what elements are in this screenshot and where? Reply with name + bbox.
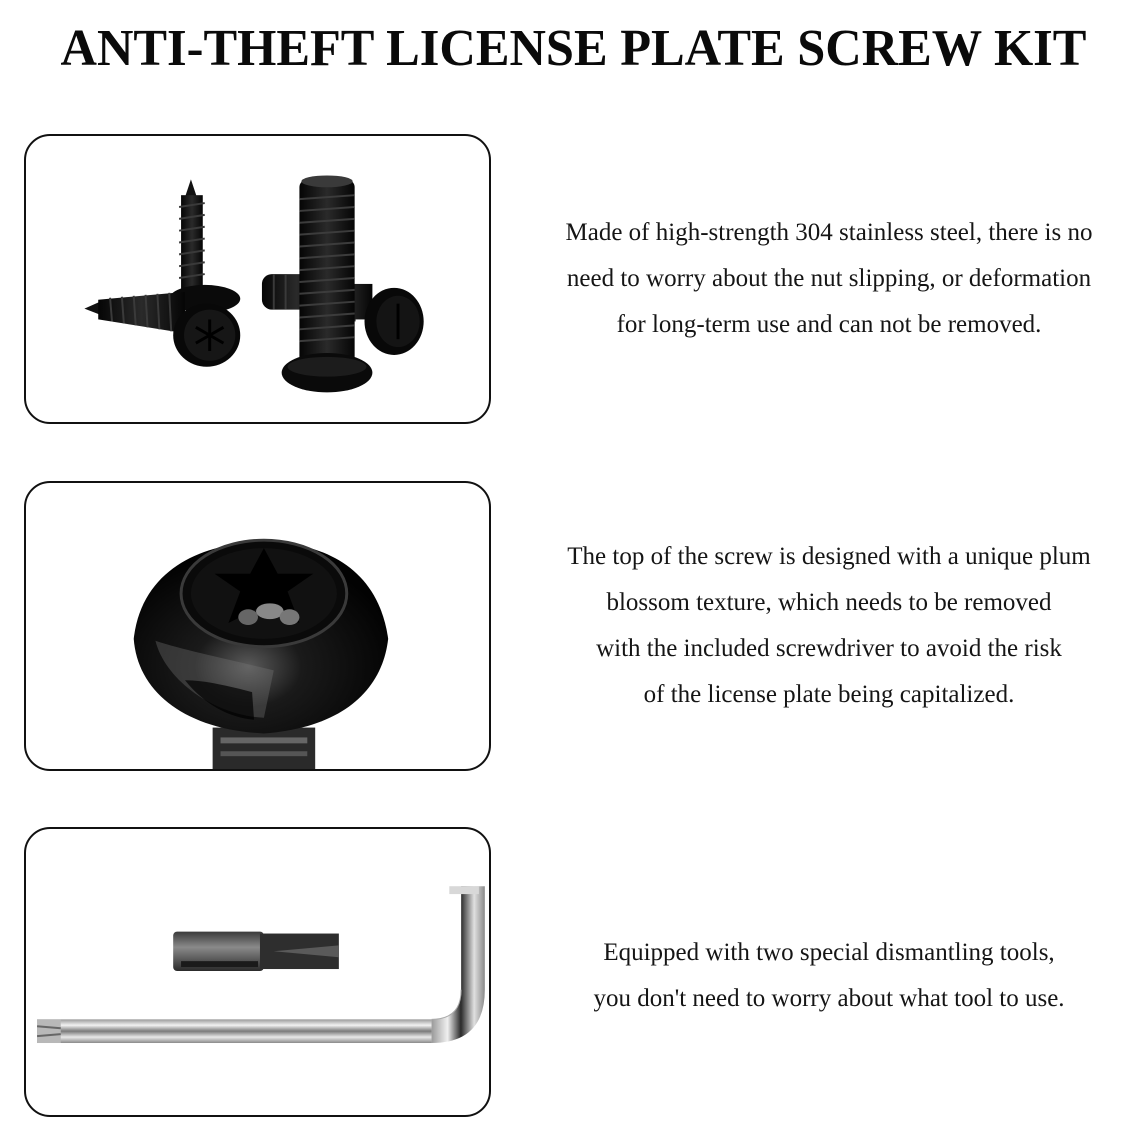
description-line: Made of high-strength 304 stainless steel, there is no: [565, 219, 1093, 246]
description-line: The top of the screw is designed with a unique plum: [567, 543, 1091, 570]
description-line: need to worry about the nut slipping, or deformation: [566, 265, 1092, 292]
description-line: you don't need to worry about what tool to use.: [593, 985, 1065, 1012]
feature-description-material: [508, 210, 1147, 348]
page-title: ANTI-THEFT LICENSE PLATE SCREW KIT: [60, 20, 1087, 77]
description-line: of the license plate being capitalized.: [643, 681, 1015, 708]
description-line: Equipped with two special dismantling tools,: [603, 939, 1055, 966]
torx-tools-icon: [26, 829, 489, 1115]
description-line: blossom texture, which needs to be removed: [606, 589, 1052, 616]
screw-head-closeup-icon: [26, 483, 489, 769]
product-image-panel-screws: [24, 134, 491, 424]
product-image-panel-screw-head: [24, 481, 491, 771]
feature-description-tools: [508, 930, 1147, 1022]
description-line: with the included screwdriver to avoid the risk: [596, 635, 1062, 662]
screws-group-icon: [26, 136, 489, 422]
description-line: for long-term use and can not be removed.: [616, 311, 1042, 338]
feature-description-design: [508, 534, 1147, 718]
product-image-panel-tools: [24, 827, 491, 1117]
